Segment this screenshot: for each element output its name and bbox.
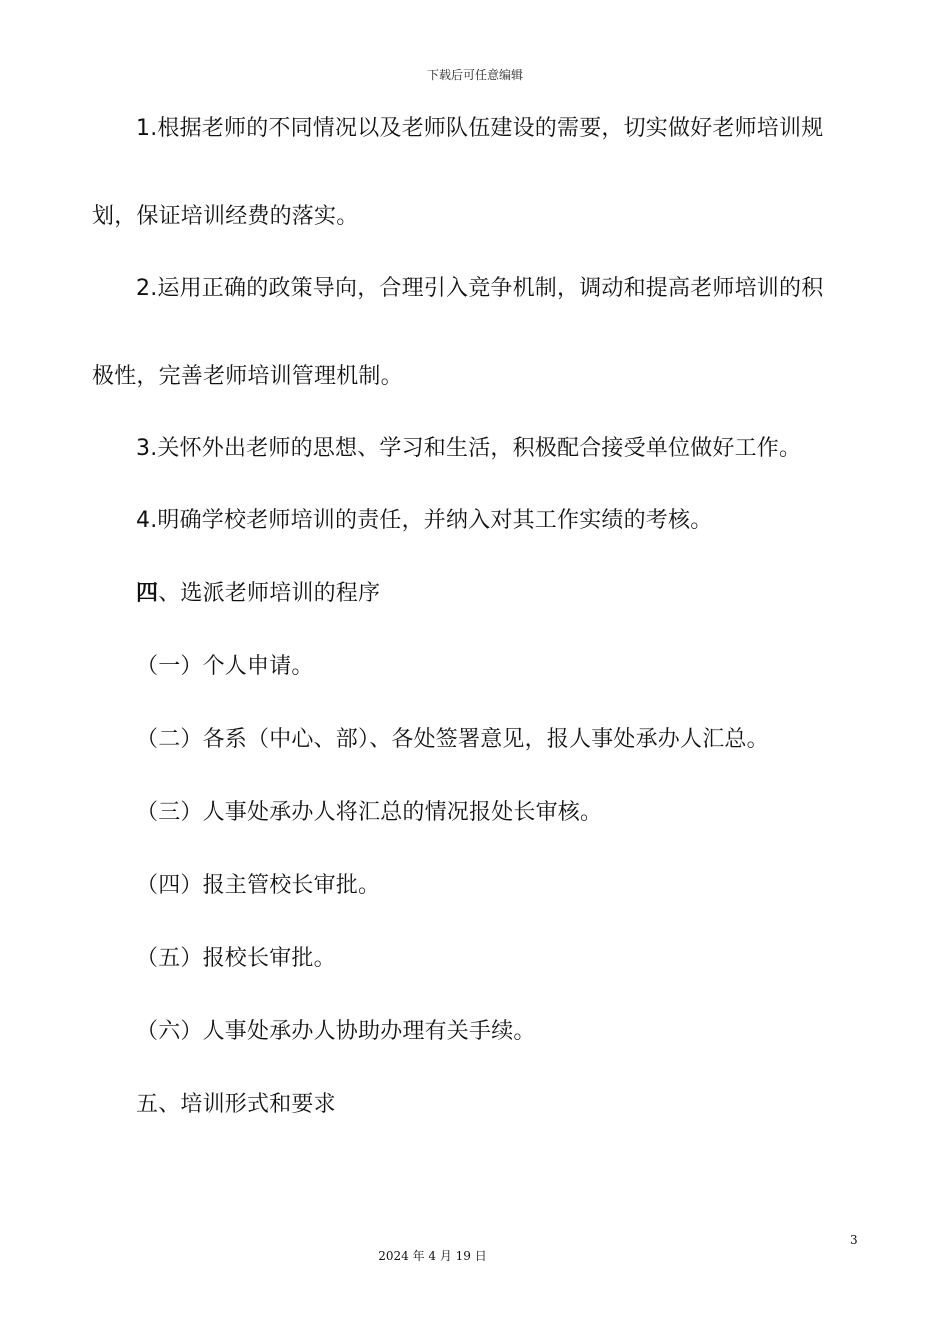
- page-number: 3: [850, 1233, 858, 1247]
- step-2: （二）各系（中心、部）、各处签署意见，报人事处承办人汇总。: [136, 727, 769, 752]
- section-heading-4-number: 四: [136, 581, 159, 606]
- section-heading-5: 五、培训形式和要求: [136, 1092, 336, 1117]
- paragraph-1-line-2: 划，保证培训经费的落实。: [92, 204, 359, 229]
- step-1: （一）个人申请。: [136, 654, 314, 679]
- step-3: （三）人事处承办人将汇总的情况报处长审核。: [136, 800, 603, 825]
- section-heading-4-text: 、选派老师培训的程序: [158, 581, 381, 606]
- step-6: （六）人事处承办人协助办理有关手续。: [136, 1019, 536, 1044]
- paragraph-3: 3.关怀外出老师的思想、学习和生活，积极配合接受单位做好工作。: [136, 436, 802, 461]
- step-5: （五）报校长审批。: [136, 946, 336, 971]
- section-heading-4: [136, 579, 380, 609]
- page-footer-date: 2024 年 4 月 19 日: [378, 1249, 487, 1263]
- page-header: 下载后可任意编辑: [426, 68, 523, 82]
- step-4: （四）报主管校长审批。: [136, 873, 381, 898]
- paragraph-2-line-1: 2.运用正确的政策导向，合理引入竞争机制，调动和提高老师培训的积: [136, 276, 824, 301]
- paragraph-2-line-2: 极性，完善老师培训管理机制。: [92, 364, 403, 389]
- paragraph-1-line-1: 1.根据老师的不同情况以及老师队伍建设的需要，切实做好老师培训规: [136, 116, 824, 141]
- paragraph-4: 4.明确学校老师培训的责任，并纳入对其工作实绩的考核。: [136, 508, 713, 533]
